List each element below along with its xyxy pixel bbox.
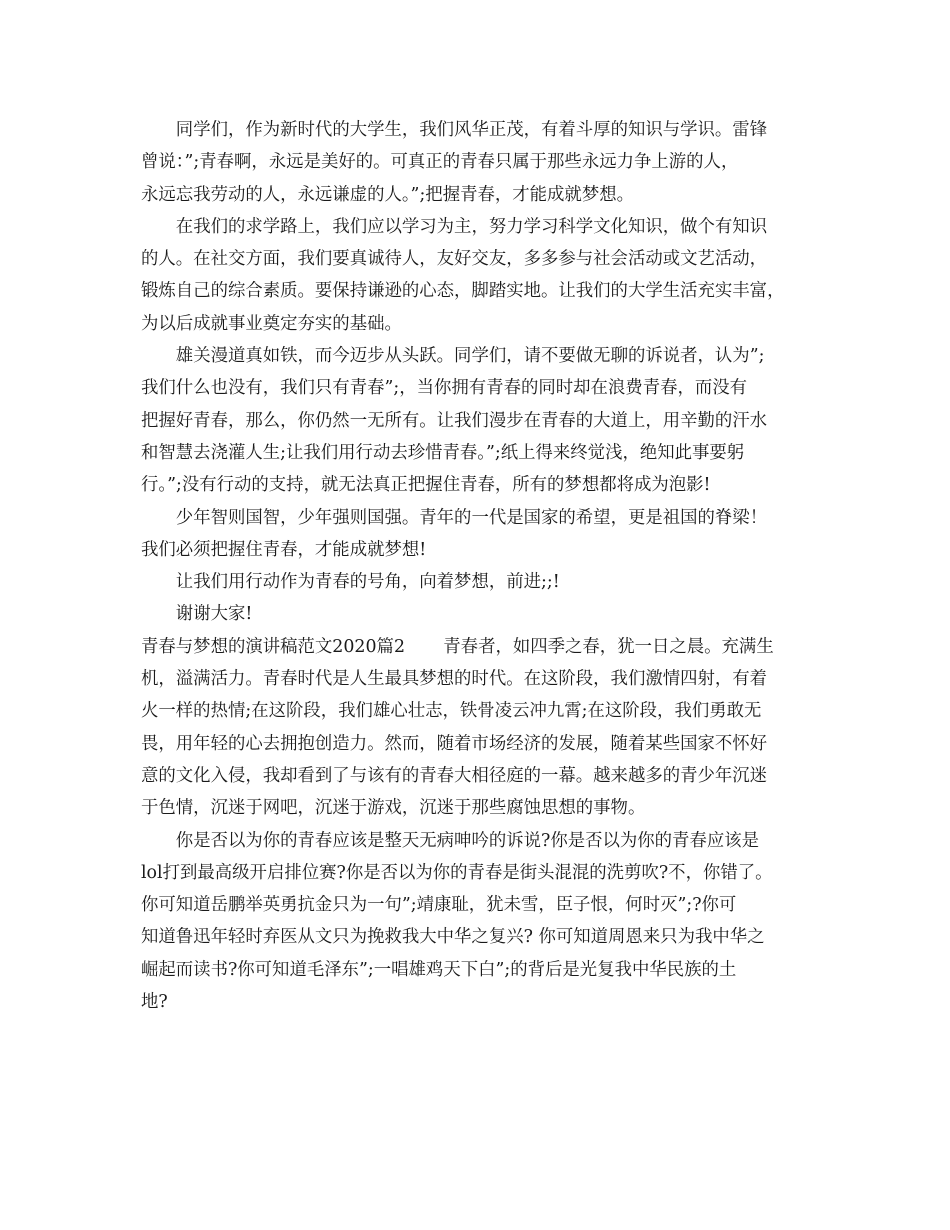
- text-line: 曾说：”;青春啊，永远是美好的。可真正的青春只属于那些永远力争上游的人，: [141, 152, 739, 173]
- text-line: 畏，用年轻的心去拥抱创造力。然而，随着市场经济的发展，随着某些国家不怀好: [141, 733, 768, 754]
- text-line: 让我们用行动作为青春的号角，向着梦想，前进;;!: [175, 572, 560, 593]
- paragraph-5: [141, 566, 831, 598]
- paragraph-1: [141, 114, 831, 211]
- text-line: 同学们，作为新时代的大学生，我们风华正茂，有着斗厚的知识与学识。雷锋: [175, 120, 768, 140]
- text-line: 谢谢大家!: [175, 604, 253, 625]
- text-line: 你是否以为你的青春应该是整天无病呻吟的诉说?你是否以为你的青春应该是: [175, 830, 760, 851]
- text-line: 我们什么也没有，我们只有青春”;，当你拥有青春的同时却在浪费青春，而没有: [141, 378, 748, 399]
- paragraph-3: [141, 340, 831, 501]
- text-line: 你可知道岳鹏举英勇抗金只为一句”;靖康耻，犹未雪，臣子恨，何时灭”;?你可: [141, 895, 737, 916]
- text-line: 意的文化入侵，我却看到了与该有的青春大相径庭的一幕。越来越多的青少年沉迷: [141, 765, 768, 786]
- text-line: 把握好青春，那么，你仍然一无所有。让我们漫步在青春的大道上，用辛勤的汗水: [141, 410, 768, 431]
- text-line: 于色情，沉迷于网吧，沉迷于游戏，沉迷于那些腐蚀思想的事物。: [141, 798, 646, 819]
- section-first-line: 青春者，如四季之春，犹一日之晨。充满生: [443, 636, 774, 657]
- text-line: 在我们的求学路上，我们应以学习为主，努力学习科学文化知识，做个有知识: [175, 216, 768, 237]
- text-line: 锻炼自己的综合素质。要保持谦逊的心态，脚踏实地。让我们的大学生活充实丰富，: [141, 281, 785, 302]
- text-line: 永远忘我劳动的人，永远谦虚的人。”;把握青春，才能成就梦想。: [141, 184, 634, 205]
- paragraph-7: [141, 825, 831, 1019]
- text-line: 机，溢满活力。青春时代是人生最具梦想的时代。在这阶段，我们激情四射，有着: [141, 669, 768, 690]
- text-line: 的人。在社交方面，我们要真诚待人，友好交友，多多参与社会活动或文艺活动，: [141, 249, 768, 270]
- paragraph-2: [141, 211, 831, 340]
- text-line: 为以后成就事业奠定夯实的基础。: [141, 313, 402, 334]
- text-line: lol打到最高级开启排位赛?你是否以为你的青春是街头混混的洗剪吹?不，你错了。: [141, 862, 773, 883]
- text-line: 地?: [141, 992, 168, 1013]
- paragraph-4: [141, 502, 831, 567]
- section-2: [141, 631, 831, 825]
- text-line: 雄关漫道真如铁，而今迈步从头跃。同学们，请不要做无聊的诉说者，认为”;: [175, 346, 765, 367]
- section-heading-line: [141, 631, 831, 663]
- text-line: 知道鲁迅年轻时弃医从文只为挽救我大中华之复兴? 你可知道周恩来只为我中华之: [141, 927, 765, 948]
- text-line: 崛起而读书?你可知道毛泽东”;一唱雄鸡天下白”;的背后是光复我中华民族的土: [141, 959, 737, 980]
- section-title: 青春与梦想的演讲稿范文2020篇2: [141, 636, 406, 657]
- text-line: 我们必须把握住青春，才能成就梦想!: [141, 539, 427, 560]
- text-line: 少年智则国智，少年强则国强。青年的一代是国家的希望，更是祖国的脊梁！: [175, 507, 768, 528]
- paragraph-6: [141, 598, 831, 630]
- text-line: 行。”;没有行动的支持，就无法真正把握住青春，所有的梦想都将成为泡影!: [141, 475, 711, 496]
- document-body: [141, 114, 831, 1018]
- text-line: 和智慧去浇灌人生;让我们用行动去珍惜青春。”;纸上得来终觉浅，绝知此事要躬: [141, 442, 745, 463]
- text-line: 火一样的热情;在这阶段，我们雄心壮志，铁骨凌云冲九霄;在这阶段，我们勇敢无: [141, 701, 762, 722]
